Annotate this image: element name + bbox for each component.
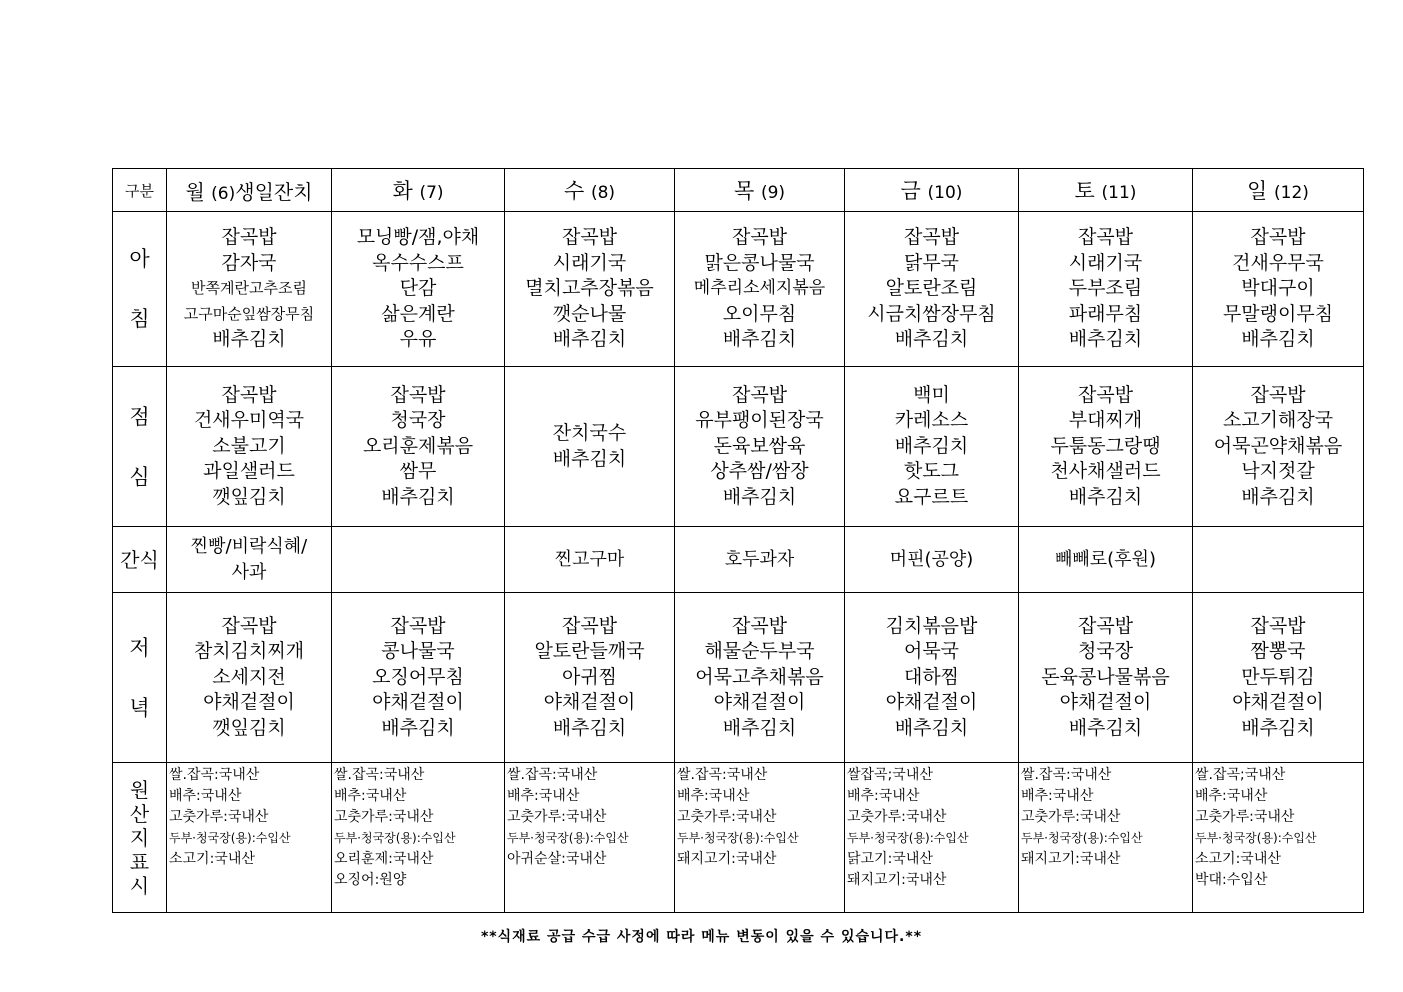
menu-item: 배추김치 [1241, 328, 1315, 351]
menu-item: 쌈무 [399, 460, 437, 483]
menu-item: 배추김치 [381, 485, 455, 508]
origin-cell-sat [1019, 763, 1193, 913]
menu-item: 메추리소세지볶음 [693, 278, 826, 299]
dinner-items [675, 614, 844, 742]
snack-cell-thu [675, 527, 845, 593]
snack-cell-sun [1193, 527, 1364, 593]
breakfast-items [332, 225, 504, 353]
origin-items [505, 763, 674, 870]
menu-item: 고구마순잎쌈장무침 [183, 304, 315, 323]
origin-cell-wed [505, 763, 675, 913]
menu-item: 배추김치 [894, 434, 969, 457]
origin-cell-thu [675, 763, 845, 913]
origin-line: 배추:국내산 [334, 788, 407, 804]
day-number: (12) [1274, 183, 1309, 203]
menu-item: 청국장 [390, 409, 446, 432]
row-label-char: 아 [129, 247, 150, 271]
origin-line: 소고기:국내산 [1195, 851, 1281, 867]
origin-items [1019, 763, 1192, 870]
menu-item: 배추김치 [1068, 328, 1143, 351]
snack-items [1019, 547, 1192, 573]
day-header-thu [675, 169, 845, 212]
snack-items [505, 547, 674, 573]
menu-item: 두부조림 [1068, 277, 1143, 300]
origin-line: 두부·청국장(용):수입산 [847, 831, 969, 845]
menu-item: 낙지젓갈 [1241, 460, 1315, 483]
breakfast-cell-thu [675, 212, 845, 367]
menu-item: 우유 [399, 328, 437, 351]
day-name: 월 [185, 179, 205, 204]
origin-line: 쌀.잡곡:국내산 [334, 767, 425, 783]
menu-item: 배추김치 [381, 716, 455, 739]
breakfast-items [845, 225, 1018, 353]
menu-item: 어묵고추채볶음 [695, 665, 824, 688]
menu-item: 배추김치 [1068, 716, 1143, 739]
header-row [113, 169, 1364, 212]
row-label-char: 원 [129, 777, 150, 802]
row-label-char: 저 [129, 635, 150, 660]
origin-line: 박대:수입산 [1195, 872, 1268, 888]
menu-item: 부대찌개 [1068, 409, 1143, 432]
day-name: 토 [1074, 179, 1095, 203]
menu-item: 어묵곤약채볶음 [1213, 434, 1343, 457]
menu-item: 깻잎김치 [212, 716, 286, 739]
lunch-items [1019, 383, 1192, 511]
origin-line: 쌀.잡곡:국내산 [1021, 767, 1112, 783]
day-number: (11) [1101, 183, 1137, 203]
origin-line: 닭고기:국내산 [847, 851, 933, 867]
day-number: (7) [419, 183, 444, 203]
dinner-items [332, 614, 504, 742]
origin-line: 두부·청국장(용):수입산 [677, 831, 799, 845]
lunch-cell-sat [1019, 367, 1193, 527]
origin-line: 배추:국내산 [1021, 788, 1094, 804]
lunch-cell-wed [505, 367, 675, 527]
menu-item: 유부팽이된장국 [695, 409, 824, 432]
menu-item: 머핀(공양) [889, 548, 974, 570]
menu-item: 옥수수스프 [372, 251, 464, 274]
snack-label: 간식 [113, 527, 167, 593]
lunch-items [167, 383, 331, 511]
day-number: (6) [211, 183, 236, 204]
day-number: (9) [760, 183, 786, 203]
origin-line: 고춧가루:국내산 [677, 809, 777, 825]
menu-item: 잡곡밥 [390, 383, 446, 406]
menu-item: 잡곡밥 [561, 226, 618, 249]
breakfast-row [113, 212, 1364, 367]
menu-item: 잡곡밥 [1077, 614, 1134, 637]
menu-item: 배추김치 [722, 328, 797, 351]
origin-line: 아귀순살:국내산 [507, 851, 607, 867]
menu-item: 상추쌈/쌈장 [710, 460, 809, 483]
snack-cell-tue [332, 527, 505, 593]
day-header-mon [167, 169, 332, 212]
day-note: 생일잔치 [235, 179, 313, 204]
origin-line: 배추:국내산 [847, 788, 920, 804]
origin-line: 돼지고기:국내산 [1021, 851, 1121, 867]
header-label: 구분 [113, 169, 167, 212]
menu-item: 잔치국수 [552, 422, 627, 444]
menu-item: 잡곡밥 [1250, 383, 1306, 406]
menu-item: 잡곡밥 [731, 383, 788, 406]
day-header-sun [1193, 169, 1364, 212]
origin-line: 쌀.잡곡:국내산 [677, 767, 768, 783]
menu-item: 잡곡밥 [221, 383, 277, 406]
row-label-char: 점 [129, 404, 150, 429]
origin-cell-fri [845, 763, 1019, 913]
row-label-char: 산 [129, 801, 150, 826]
menu-item: 빼빼로(후원) [1055, 548, 1156, 570]
menu-item: 청국장 [1077, 640, 1134, 663]
day-header-sat [1019, 169, 1193, 212]
origin-cell-mon [167, 763, 332, 913]
menu-item: 참치김치찌개 [193, 640, 305, 663]
menu-item: 천사채샐러드 [1050, 460, 1161, 483]
snack-items [845, 547, 1018, 573]
row-label-char: 표 [129, 849, 150, 874]
origin-row [113, 763, 1364, 913]
origin-line: 고춧가루:국내산 [334, 809, 434, 825]
dinner-items [845, 614, 1018, 742]
breakfast-cell-tue [332, 212, 505, 367]
menu-item: 알토란조림 [885, 277, 978, 300]
menu-item: 건새우무국 [1232, 251, 1324, 274]
dinner-cell-wed [505, 593, 675, 763]
day-name: 목 [733, 179, 755, 203]
menu-item: 배추김치 [1241, 485, 1315, 508]
menu-item: 야채겉절이 [713, 691, 806, 714]
breakfast-cell-sat [1019, 212, 1193, 367]
menu-item: 배추김치 [1068, 485, 1143, 508]
menu-item: 찐고구마 [554, 548, 625, 570]
menu-item: 단감 [399, 277, 437, 300]
origin-line: 오징어:원양 [334, 872, 407, 888]
lunch-items [675, 383, 844, 511]
menu-item: 대하찜 [903, 665, 960, 688]
origin-line: 두부·청국장(용):수입산 [334, 831, 456, 845]
origin-line: 두부·청국장(용):수입산 [1195, 831, 1317, 845]
breakfast-cell-mon [167, 212, 332, 367]
origin-items [845, 763, 1018, 891]
menu-item: 돈육보쌈육 [713, 434, 806, 457]
menu-item: 두툼동그랑땡 [1050, 434, 1161, 457]
menu-item: 야채겉절이 [1059, 691, 1152, 714]
menu-item: 잡곡밥 [390, 614, 446, 637]
menu-item: 배추김치 [1241, 716, 1315, 739]
day-name: 화 [392, 179, 413, 203]
origin-line: 고춧가루:국내산 [507, 809, 607, 825]
menu-item: 시래기국 [1068, 251, 1143, 274]
origin-line: 배추:국내산 [677, 788, 750, 804]
dinner-items [1019, 614, 1192, 742]
menu-item: 시래기국 [552, 251, 627, 274]
breakfast-items [1193, 225, 1363, 353]
day-number: (10) [927, 183, 963, 203]
menu-item: 소세지전 [212, 665, 286, 688]
origin-line: 고춧가루:국내산 [1021, 809, 1121, 825]
menu-item: 야채겉절이 [203, 691, 295, 714]
menu-item: 무말랭이무침 [1222, 302, 1334, 325]
menu-item: 야채겉절이 [1232, 691, 1324, 714]
origin-items [1193, 763, 1363, 891]
menu-item: 잡곡밥 [1077, 226, 1134, 249]
menu-item: 건새우미역국 [193, 409, 305, 432]
origin-label [113, 763, 167, 913]
menu-item: 맑은콩나물국 [704, 251, 815, 274]
row-label-char: 시 [129, 873, 150, 898]
menu-item: 잡곡밥 [1077, 383, 1134, 406]
breakfast-items [675, 225, 844, 353]
snack-cell-wed [505, 527, 675, 593]
breakfast-cell-fri [845, 212, 1019, 367]
origin-line: 돼지고기:국내산 [847, 872, 947, 888]
day-header-fri [845, 169, 1019, 212]
day-header-tue [332, 169, 505, 212]
menu-item: 어묵국 [903, 640, 960, 663]
menu-item: 잡곡밥 [221, 226, 277, 249]
menu-item: 백미 [913, 383, 950, 406]
snack-cell-fri [845, 527, 1019, 593]
menu-item: 잡곡밥 [561, 614, 618, 637]
breakfast-cell-sun [1193, 212, 1364, 367]
origin-line: 고춧가루:국내산 [169, 809, 269, 825]
breakfast-cell-wed [505, 212, 675, 367]
origin-items [675, 763, 844, 870]
menu-item: 배추김치 [552, 716, 627, 739]
menu-item: 잡곡밥 [731, 226, 788, 249]
lunch-items [845, 383, 1018, 511]
menu-item: 파래무침 [1068, 302, 1143, 325]
menu-item: 배추김치 [552, 447, 627, 470]
menu-item: 만두튀김 [1241, 665, 1315, 688]
origin-line: 오리훈제:국내산 [334, 851, 434, 867]
snack-row [113, 527, 1364, 593]
snack-items [167, 534, 331, 586]
menu-item: 오리훈제볶음 [362, 434, 474, 457]
menu-item: 사과 [231, 561, 267, 583]
dinner-cell-fri [845, 593, 1019, 763]
menu-item: 잡곡밥 [903, 226, 960, 249]
menu-item: 돈육콩나물볶음 [1041, 665, 1170, 688]
day-header-wed [505, 169, 675, 212]
menu-item: 닭무국 [903, 251, 960, 274]
origin-items [167, 763, 331, 870]
menu-item: 소불고기 [212, 434, 286, 457]
menu-item: 시금치쌈장무침 [867, 302, 996, 325]
lunch-cell-tue [332, 367, 505, 527]
origin-line: 돼지고기:국내산 [677, 851, 777, 867]
origin-line: 두부·청국장(용):수입산 [169, 831, 291, 845]
menu-item: 배추김치 [722, 716, 797, 739]
snack-cell-mon [167, 527, 332, 593]
menu-item: 알토란들깨국 [534, 640, 645, 663]
lunch-label [113, 367, 167, 527]
origin-line: 고춧가루:국내산 [1195, 809, 1295, 825]
dinner-cell-tue [332, 593, 505, 763]
origin-line: 배추:국내산 [1195, 788, 1268, 804]
day-name: 수 [563, 179, 585, 203]
lunch-cell-fri [845, 367, 1019, 527]
breakfast-items [167, 225, 331, 353]
origin-line: 쌀.잡곡:국내산 [507, 767, 598, 783]
day-name: 금 [900, 179, 921, 203]
menu-item: 깻잎김치 [212, 485, 286, 508]
menu-item: 찐빵/비락식혜/ [190, 535, 308, 557]
lunch-cell-mon [167, 367, 332, 527]
origin-line: 쌀.잡곡:국내산 [169, 767, 260, 783]
dinner-cell-sat [1019, 593, 1193, 763]
menu-item: 모닝빵/잼,야채 [356, 226, 480, 249]
origin-line: 고춧가루:국내산 [847, 809, 947, 825]
menu-item: 삶은계란 [381, 302, 455, 325]
menu-item: 잡곡밥 [221, 614, 277, 637]
origin-line: 소고기:국내산 [169, 851, 255, 867]
menu-item: 배추김치 [722, 485, 797, 508]
menu-item: 호두과자 [724, 548, 795, 570]
menu-item: 오징어무침 [372, 665, 464, 688]
menu-item: 콩나물국 [381, 640, 455, 663]
menu-item: 잡곡밥 [1250, 614, 1306, 637]
menu-item: 소고기해장국 [1222, 409, 1334, 432]
lunch-cell-thu [675, 367, 845, 527]
menu-item: 깻순나물 [552, 302, 627, 325]
menu-item: 박대구이 [1241, 277, 1315, 300]
row-label-char: 녁 [129, 695, 150, 720]
menu-item: 배추김치 [552, 328, 627, 351]
menu-item: 야채겉절이 [543, 691, 636, 714]
dinner-cell-thu [675, 593, 845, 763]
row-label-char: 지 [129, 825, 150, 850]
origin-items [332, 763, 504, 891]
origin-line: 배추:국내산 [169, 788, 242, 804]
menu-item: 카레소스 [894, 409, 969, 432]
menu-item: 짬뽕국 [1250, 640, 1306, 663]
day-number: (8) [590, 183, 616, 203]
footer-note: **식재료 공급 수급 사정에 따라 메뉴 변동이 있을 수 있습니다.** [480, 929, 923, 945]
dinner-items [1193, 614, 1363, 742]
menu-item: 야채겉절이 [372, 691, 464, 714]
origin-cell-tue [332, 763, 505, 913]
menu-item: 해물순두부국 [704, 640, 815, 663]
menu-item: 감자국 [221, 251, 277, 274]
menu-item: 배추김치 [894, 716, 969, 739]
dinner-label [113, 593, 167, 763]
menu-item: 배추김치 [894, 328, 969, 351]
breakfast-label [113, 212, 167, 367]
origin-line: 쌀잡곡;국내산 [847, 767, 933, 783]
menu-item: 핫도그 [903, 460, 960, 483]
dinner-row [113, 593, 1364, 763]
menu-item: 김치볶음밥 [885, 614, 978, 637]
snack-items [675, 547, 844, 573]
origin-line: 두부·청국장(용):수입산 [507, 831, 629, 845]
menu-item: 과일샐러드 [203, 460, 295, 483]
menu-item: 배추김치 [212, 328, 286, 351]
dinner-items [505, 614, 674, 742]
origin-cell-sun [1193, 763, 1364, 913]
menu-item: 잡곡밥 [1250, 226, 1306, 249]
menu-item: 오이무침 [722, 302, 797, 325]
origin-line: 두부·청국장(용):수입산 [1021, 831, 1143, 845]
origin-line: 쌀.잡곡;국내산 [1195, 767, 1286, 783]
menu-item: 잡곡밥 [731, 614, 788, 637]
dinner-cell-mon [167, 593, 332, 763]
lunch-cell-sun [1193, 367, 1364, 527]
weekly-menu-table [112, 168, 1364, 913]
menu-item: 멸치고추장볶음 [525, 277, 654, 300]
lunch-row [113, 367, 1364, 527]
menu-item: 요구르트 [894, 485, 969, 508]
row-label-char: 침 [129, 307, 150, 331]
lunch-items [332, 383, 504, 511]
lunch-items [505, 421, 674, 472]
menu-item: 야채겉절이 [885, 691, 978, 714]
day-name: 일 [1247, 179, 1268, 203]
menu-item: 아귀찜 [561, 665, 618, 688]
origin-line: 배추:국내산 [507, 788, 580, 804]
dinner-items [167, 614, 331, 742]
lunch-items [1193, 383, 1363, 511]
dinner-cell-sun [1193, 593, 1364, 763]
snack-cell-sat [1019, 527, 1193, 593]
row-label-char: 심 [129, 464, 150, 489]
menu-item: 반쪽계란고추조림 [191, 279, 307, 298]
breakfast-items [1019, 225, 1192, 353]
breakfast-items [505, 225, 674, 353]
